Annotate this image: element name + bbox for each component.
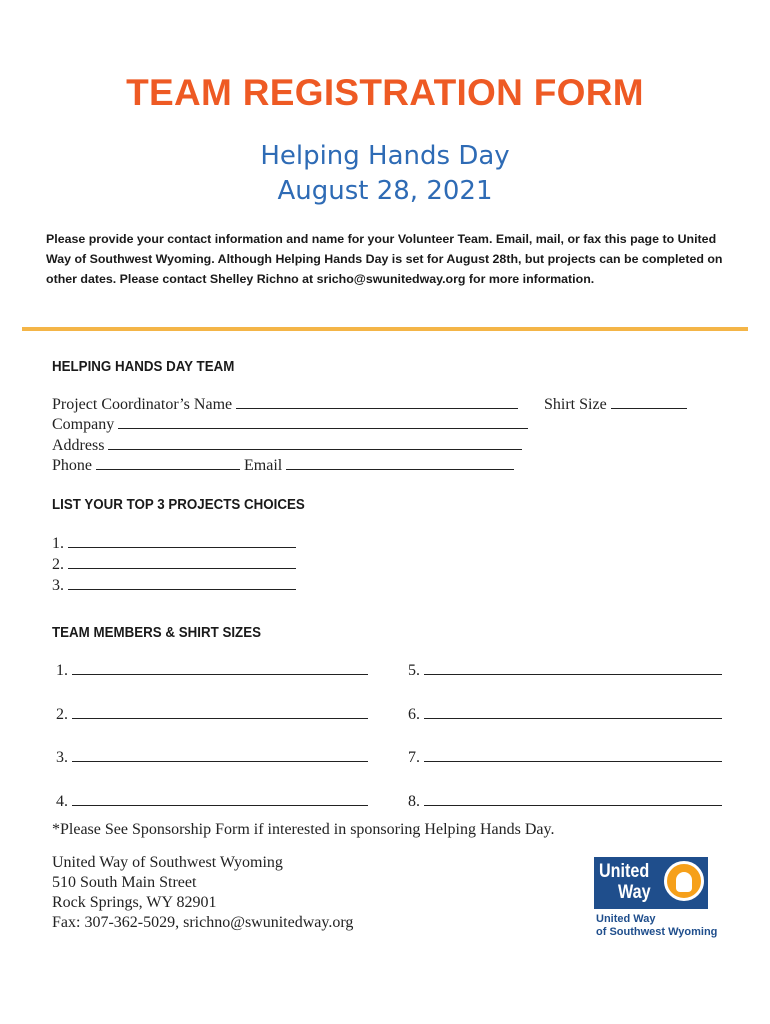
coordinator-field[interactable] (52, 394, 518, 415)
member-number: 7. (408, 749, 420, 766)
member-row-5[interactable] (408, 660, 722, 680)
coordinator-label: Project Coordinator’s Name (52, 396, 233, 413)
coordinator-line[interactable] (236, 394, 518, 409)
member-line[interactable] (72, 747, 368, 762)
address-org: United Way of Southwest Wyoming (52, 854, 283, 871)
member-number: 6. (408, 706, 420, 723)
logo-caption (596, 913, 717, 939)
member-row-6[interactable] (408, 704, 722, 724)
projects-section-heading: LIST YOUR TOP 3 PROJECTS CHOICES (52, 497, 305, 513)
project-number: 2. (52, 556, 64, 573)
phone-line[interactable] (96, 455, 240, 470)
email-label: Email (244, 457, 283, 474)
address-city: Rock Springs, WY 82901 (52, 894, 217, 911)
sponsorship-note: *Please See Sponsorship Form if interested in sponsoring Helping Hands Day. (52, 821, 555, 838)
project-line[interactable] (68, 554, 296, 569)
shirt-size-label: Shirt Size (544, 396, 607, 413)
team-section-heading: HELPING HANDS DAY TEAM (52, 359, 235, 375)
logo-caption-line1: United Way (596, 913, 656, 925)
phone-label: Phone (52, 457, 92, 474)
member-line[interactable] (424, 747, 722, 762)
address-street: 510 South Main Street (52, 874, 197, 891)
member-row-8[interactable] (408, 791, 722, 811)
phone-field[interactable] (52, 455, 514, 476)
member-number: 3. (56, 749, 68, 766)
project-choice-3[interactable] (52, 575, 296, 595)
member-line[interactable] (424, 660, 722, 675)
logo-caption-line2: of Southwest Wyoming (596, 926, 718, 938)
person-figure-icon (676, 872, 692, 892)
member-number: 2. (56, 706, 68, 723)
event-date: August 28, 2021 (277, 176, 493, 206)
address-contact: Fax: 307-362-5029, srichno@swunitedway.org (52, 914, 354, 931)
company-label: Company (52, 416, 115, 433)
company-line[interactable] (118, 414, 528, 429)
member-row-2[interactable] (56, 704, 368, 724)
project-choice-2[interactable] (52, 554, 296, 574)
project-line[interactable] (68, 533, 296, 548)
member-line[interactable] (72, 704, 368, 719)
shirt-size-line[interactable] (611, 394, 687, 409)
logo-word-united: United (599, 861, 650, 882)
address-label: Address (52, 437, 105, 454)
project-number: 1. (52, 535, 64, 552)
logo-word-way: Way (618, 882, 651, 903)
form-title: TEAM REGISTRATION FORM (126, 72, 644, 113)
project-choice-1[interactable] (52, 533, 296, 553)
member-row-7[interactable] (408, 747, 722, 767)
company-field[interactable] (52, 414, 528, 435)
shirt-size-field[interactable] (544, 394, 687, 415)
member-line[interactable] (72, 791, 368, 806)
members-section-heading: TEAM MEMBERS & SHIRT SIZES (52, 625, 262, 641)
member-line[interactable] (424, 704, 722, 719)
project-line[interactable] (68, 575, 296, 590)
project-number: 3. (52, 577, 64, 594)
member-line[interactable] (72, 660, 368, 675)
mailing-address (52, 853, 353, 933)
member-line[interactable] (424, 791, 722, 806)
member-number: 8. (408, 793, 420, 810)
address-line[interactable] (108, 435, 522, 450)
member-row-4[interactable] (56, 791, 368, 811)
email-line[interactable] (286, 455, 514, 470)
address-field[interactable] (52, 435, 522, 456)
member-number: 5. (408, 662, 420, 679)
member-row-3[interactable] (56, 747, 368, 767)
intro-paragraph: Please provide your contact information and name for your Volunteer Team. Email, mail, or fax this page to United Way of Southwest Wyoming. Although Helping Hands Day is set for August 28th, but projects can be completed on other dates. Please contact Shelley Richno at sricho@swunitedway.org for more information. (46, 232, 723, 286)
divider (22, 327, 748, 331)
member-number: 1. (56, 662, 68, 679)
member-number: 4. (56, 793, 68, 810)
member-row-1[interactable] (56, 660, 368, 680)
event-name: Helping Hands Day (260, 141, 510, 171)
